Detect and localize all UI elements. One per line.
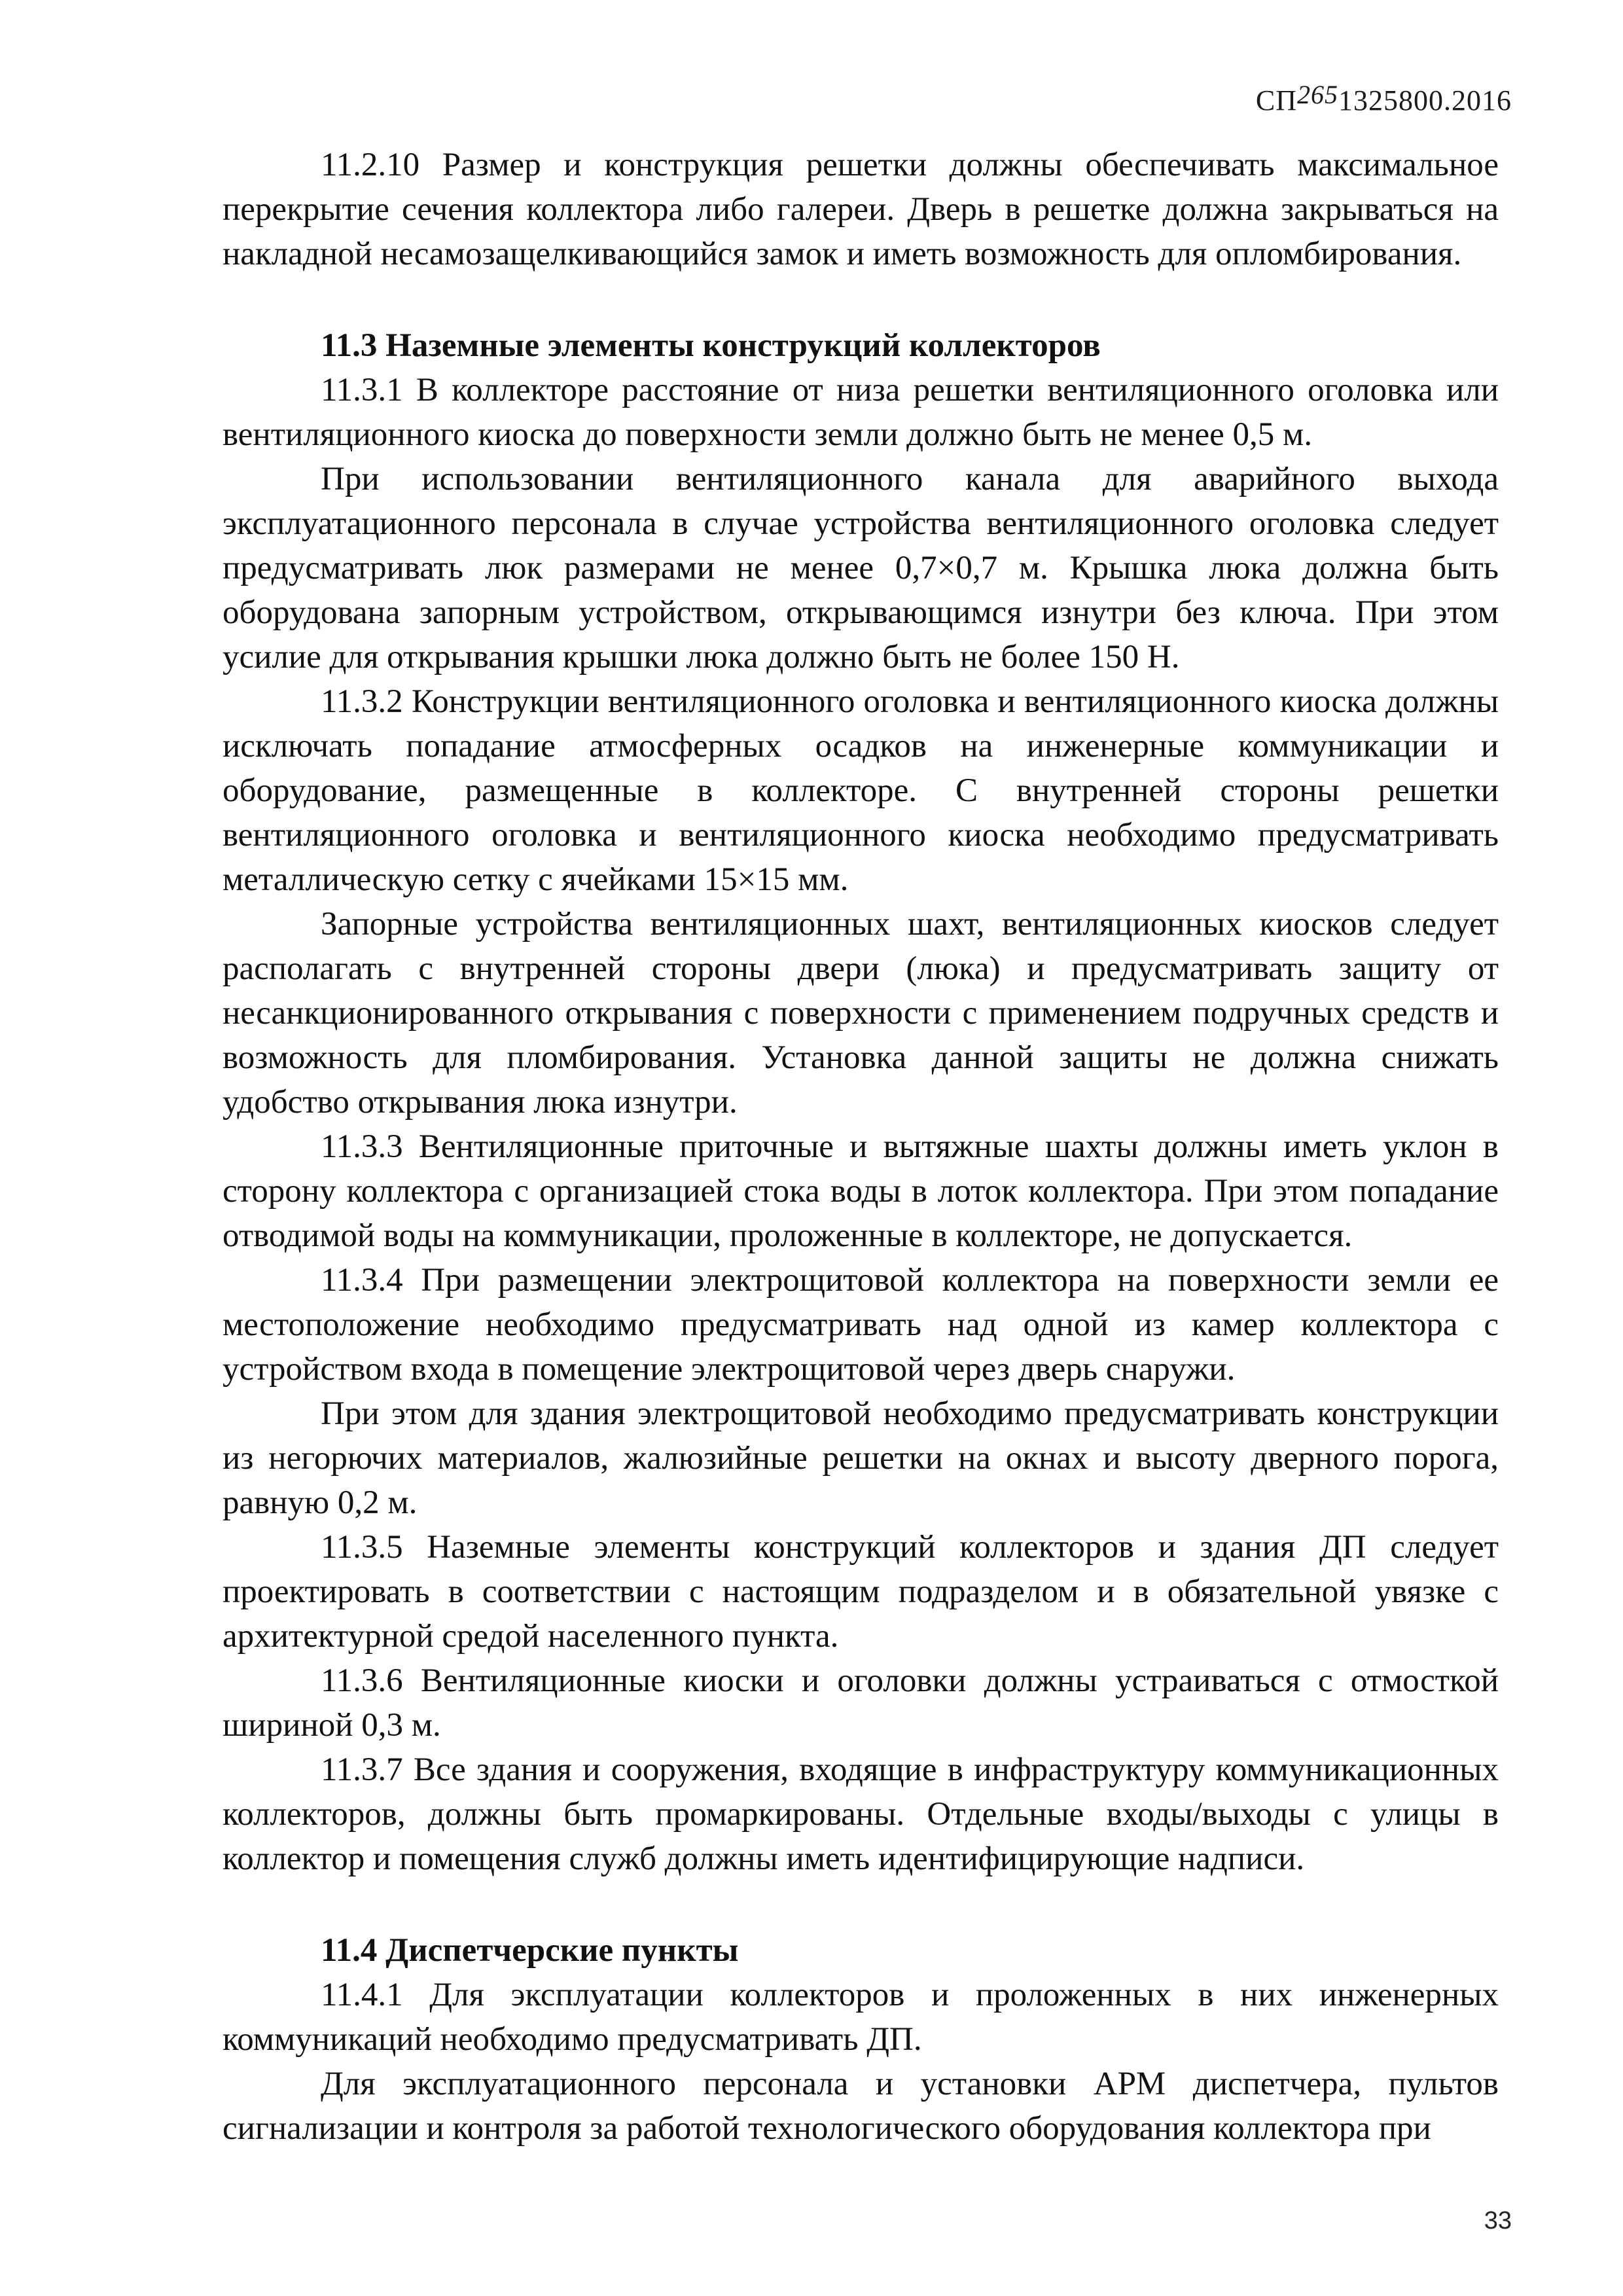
paragraph-11-3-4: 11.3.4 При размещении электрощитовой коллектора на поверхности земли ее местоположение необходимо предусматривать над одной из камер коллектора с устройством входа в помещение электрощитовой через дверь снаружи. xyxy=(223,1262,1499,1388)
section-heading-11-3: 11.3 Наземные элементы конструкций коллекторов xyxy=(321,327,1101,364)
paragraph-11-3-1-continued: При использовании вентиляционного канала для аварийного выхода эксплуатационного персонала в случае устройства вентиляционного оголовка следует предусматривать люк размерами не менее 0,7×0,7 м. Крышка люка должна быть оборудована запорным устройством, открывающимся изнутри без ключа. При этом усилие для открывания крышки люка должно быть не более 150 Н. xyxy=(223,461,1499,675)
paragraph-11-3-2-continued: Запорные устройства вентиляционных шахт, вентиляционных киосков следует располагать с внутренней стороны двери (люка) и предусматривать защиту от несанкционированного открывания с поверхности с применением подручных средств и возможность для пломбирования. Установка данной защиты не должна снижать удобство открывания люка изнутри. xyxy=(223,906,1499,1121)
paragraph-11-3-5: 11.3.5 Наземные элементы конструкций коллекторов и здания ДП следует проектировать в соответствии с настоящим подразделом и в обязательной увязке с архитектурной средой населенного пункта. xyxy=(223,1529,1499,1655)
paragraph-11-3-7: 11.3.7 Все здания и сооружения, входящие в инфраструктуру коммуникационных коллекторов, должны быть промаркированы. Отдельные входы/выходы с улицы в коллектор и помещения служб должны иметь идентифицирующие надписи. xyxy=(223,1751,1499,1877)
paragraph-11-3-4-continued: При этом для здания электрощитовой необходимо предусматривать конструкции из негорючих материалов, жалюзийные решетки на окнах и высоту дверного порога, равную 0,2 м. xyxy=(223,1395,1499,1521)
paragraph-11-3-1: 11.3.1 В коллекторе расстояние от низа решетки вентиляционного оголовка или вентиляционного киоска до поверхности земли должно быть не менее 0,5 м. xyxy=(223,372,1499,453)
paragraph-11-3-6: 11.3.6 Вентиляционные киоски и оголовки должны устраиваться с отмосткой шириной 0,3 м. xyxy=(223,1662,1499,1744)
section-heading-11-4: 11.4 Диспетчерские пункты xyxy=(321,1932,739,1969)
paragraph-11-3-3: 11.3.3 Вентиляционные приточные и вытяжные шахты должны иметь уклон в сторону коллектора с организацией стока воды в лоток коллектора. При этом попадание отводимой воды на коммуникации, проложенные в коллекторе, не допускается. xyxy=(223,1128,1499,1254)
doc-code-handwritten-number: 265 xyxy=(1297,80,1338,109)
paragraph-11-4-1: 11.4.1 Для эксплуатации коллекторов и проложенных в них инженерных коммуникаций необходимо предусматривать ДП. xyxy=(223,1977,1499,2058)
doc-code-suffix: 1325800.2016 xyxy=(1338,84,1512,117)
paragraph-11-3-2: 11.3.2 Конструкции вентиляционного оголовка и вентиляционного киоска должны исключать попадание атмосферных осадков на инженерные коммуникации и оборудование, размещенные в коллекторе. С внутренней стороны решетки вентиляционного оголовка и вентиляционного киоска необходимо предусматривать металлическую сетку с ячейками 15×15 мм. xyxy=(223,683,1499,898)
document-code xyxy=(1255,80,1512,117)
document-body xyxy=(223,143,1499,2151)
paragraph-11-4-1-continued: Для эксплуатационного персонала и установки АРМ диспетчера, пультов сигнализации и контроля за работой технологического оборудования коллектора при xyxy=(223,2066,1499,2147)
paragraph-11-2-10: 11.2.10 Размер и конструкция решетки должны обеспечивать максимальное перекрытие сечения коллектора либо галереи. Дверь в решетке должна закрываться на накладной несамозащелкивающийся замок и иметь возможность для опломбирования. xyxy=(223,147,1499,272)
doc-code-prefix: СП xyxy=(1255,84,1297,117)
page-number: 33 xyxy=(1484,2207,1512,2234)
